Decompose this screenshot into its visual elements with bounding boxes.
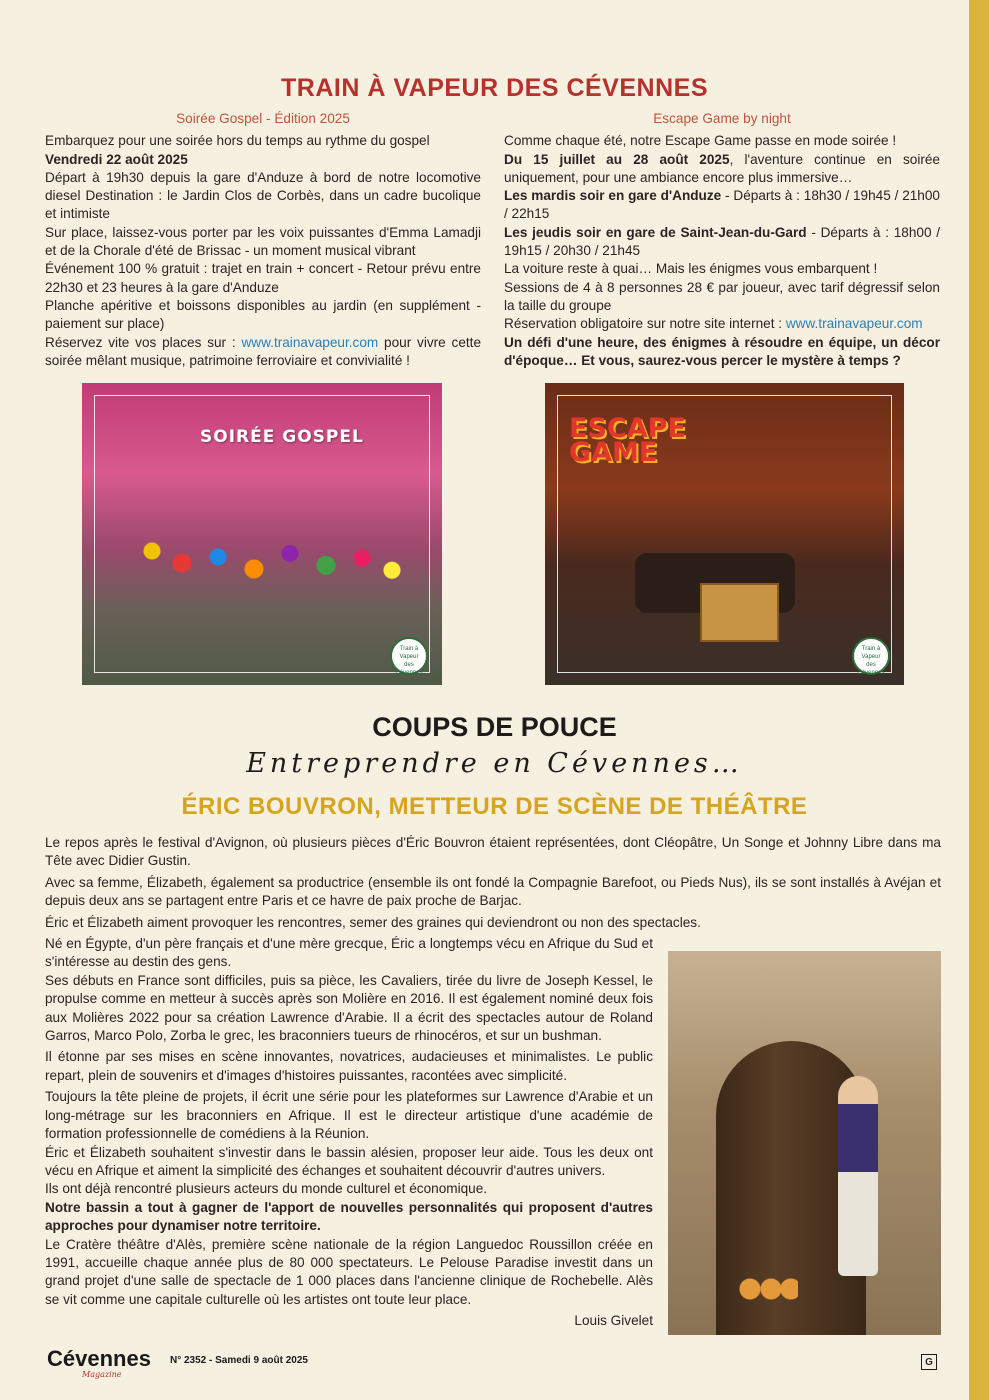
badge-line-2: des Cévennes [395, 662, 423, 676]
escape-sessions: Sessions de 4 à 8 personnes 28 € par joueur, avec tarif dégressif selon la taille du groupe [504, 279, 940, 313]
escape-thursdays-bold: Les jeudis soir en gare de Saint-Jean-du-Gard [504, 224, 807, 240]
gospel-date: Vendredi 22 août 2025 [45, 151, 188, 167]
article-paragraph-bold: Notre bassin a tout à gagner de l'apport de nouvelles personnalités qui proposent d'autres approches pour dynamiser notre territoire. [45, 1199, 653, 1234]
escape-logo-line-1: ESCAPE [569, 413, 686, 444]
escape-thursdays [504, 224, 940, 261]
magazine-logo-subtitle: Magazine [82, 1370, 122, 1379]
escape-thursdays-rest: - Départs à : 18h00 / 19h15 / 20h30 / 21h45 [504, 224, 941, 259]
gospel-booking-before: Réservez vite vos places sur : [45, 334, 242, 350]
gospel-performers: Sur place, laissez-vous porter par les voix puissantes d'Emma Lamadji et de la Chorale d'été de Brissac - un moment musical vibrant [45, 224, 481, 259]
article-paragraph: Né en Égypte, d'un père français et d'une mère grecque, Éric a longtemps vécu en Afrique du Sud et s'intéresse au destin des gens. [45, 936, 653, 970]
train-logo-badge [390, 637, 428, 675]
gospel-subtitle: Soirée Gospel - Édition 2025 [176, 111, 350, 126]
train-logo-badge [852, 637, 890, 675]
article-paragraph: Éric et Élizabeth souhaitent s'investir dans le bassin alésien, proposer leur aide. Tous les deux ont vécu en Afrique et aiment la simplicité des échanges et souhaitent découvrir d'autres univers. [45, 1144, 653, 1178]
badge-line-2: des Cévennes [857, 662, 885, 676]
article-paragraph: Il étonne par ses mises en scène innovantes, novatrices, audacieuses et minimalistes. Le public repart, plein de souvenirs et d'images d'histoires puissantes, racontées avec simplicité. [45, 1049, 653, 1083]
magazine-logo: Cévennes [47, 1346, 151, 1371]
gospel-departure: Départ à 19h30 depuis la gare d'Anduze à bord de notre locomotive diesel Destination : le Jardin Clos de Corbès, dans un cadre bucolique et intimiste [45, 169, 481, 222]
gospel-booking-after: pour vivre cette soirée mêlant musique, patrimoine ferroviaire et convivialité ! [45, 334, 482, 368]
escape-dates-bold: Du 15 juillet au 28 août 2025 [504, 151, 730, 167]
escape-game-logo [569, 413, 686, 468]
article-paragraph: Ses débuts en France sont difficiles, puis sa pièce, les Cavaliers, tirée du livre de Joseph Kessel, le propulse comme en metteur à succès après son Molière en 2016. Il est également nominé deux fois aux Molières 2022 pour sa création Lawrence d'Arabie. Il a écrit des spectacles autour de Roland Garros, Marco Polo, Zorba le grec, les braconniers tueurs de rhinocéros, et sur un bushman. [45, 972, 653, 1044]
article-headline: ÉRIC BOUVRON, METTEUR DE SCÈNE DE THÉÂTRE [181, 793, 808, 820]
escape-tuesdays [504, 187, 940, 224]
escape-car-stays: La voiture reste à quai… Mais les énigmes vous embarquent ! [504, 261, 878, 277]
escape-logo-line-2: GAME [569, 437, 658, 468]
gospel-booking-link[interactable]: www.trainavapeur.com [241, 334, 379, 350]
page-letter-box: G [921, 1354, 937, 1370]
page-title: TRAIN À VAPEUR DES CÉVENNES [281, 74, 708, 102]
gospel-refreshments: Planche apéritive et boissons disponibles au jardin (en supplément - paiement sur place) [45, 297, 481, 332]
article-paragraph: Ils ont déjà rencontré plusieurs acteurs du monde culturel et économique. [45, 1181, 488, 1197]
escape-photo [545, 383, 904, 685]
article-paragraph: Le repos après le festival d'Avignon, où plusieurs pièces d'Éric Bouvron étaient représentées, dont Cléopâtre, Un Songe et Johnny Libre dans ma Tête avec Didier Gustin. [45, 835, 941, 869]
escape-intro: Comme chaque été, notre Escape Game passe en mode soirée ! [504, 133, 897, 149]
eric-bouvron-photo [668, 951, 941, 1335]
escape-reservation [504, 315, 940, 333]
melons-illustration [738, 1271, 798, 1301]
article-paragraph: Éric et Élizabeth aiment provoquer les rencontres, semer des graines qui deviendront ou non des spectacles. [45, 914, 701, 930]
gospel-booking [45, 334, 481, 371]
person-illustration [838, 1076, 878, 1276]
escape-column [504, 110, 940, 370]
gospel-intro: Embarquez pour une soirée hors du temps au rythme du gospel [45, 133, 430, 149]
escape-reservation-link[interactable]: www.trainavapeur.com [785, 316, 923, 332]
gold-side-bar [969, 0, 989, 1400]
gospel-column [45, 110, 481, 370]
gospel-photo-label: SOIRÉE GOSPEL [200, 427, 364, 447]
article-paragraph: Avec sa femme, Élizabeth, également sa productrice (ensemble ils ont fondé la Compagnie Barefoot, ou Pieds Nus), ils se sont installés à Avéjan et depuis deux ans se partagent entre Paris et ce havre de paix proche de Barjac. [45, 874, 941, 909]
gospel-free-event: Événement 100 % gratuit : trajet en train + concert - Retour prévu entre 22h30 et 23 heures à la gare d'Anduze [45, 261, 481, 295]
section-script-subtitle: Entreprendre en Cévennes… [246, 748, 743, 779]
badge-line-1: Train à Vapeur [861, 646, 881, 660]
article-signature: Louis Givelet [574, 1313, 653, 1329]
escape-closing: Un défi d'une heure, des énigmes à résoudre en équipe, un décor d'époque… Et vous, saurez-vous percer le mystère à temps ? [504, 334, 940, 368]
article-paragraph: Toujours la tête pleine de projets, il écrit une série pour les plateformes sur Lawrence d'Arabie et un long-métrage sur les braconniers en Afrique. Il est le directeur artistique d'une académie de formation professionnelle de comédiens à la Réunion. [45, 1089, 653, 1142]
escape-tuesdays-bold: Les mardis soir en gare d'Anduze [504, 188, 722, 204]
escape-dates-rest: , l'aventure continue en soirée uniquement, pour une ambiance encore plus immersive… [504, 151, 940, 185]
escape-dates [504, 151, 940, 188]
escape-tuesdays-rest: - Départs à : 18h30 / 19h45 / 21h00 / 22h15 [504, 188, 940, 222]
escape-reservation-before: Réservation obligatoire sur notre site internet : [504, 316, 786, 332]
article-paragraph: Le Cratère théâtre d'Alès, première scène nationale de la région Languedoc Roussillon créée en 1991, accueille chaque année plus de 80 000 spectateurs. Le Pelouse Paradise investit dans un grand projet d'une salle de spectacle de 1 000 places dans l'ancienne clinique de Rochebelle. Alès se vit comme une capitale culturelle où les artistes ont toute leur place. [45, 1236, 653, 1307]
badge-line-1: Train à Vapeur [399, 646, 419, 660]
gospel-photo [82, 383, 442, 685]
section-title: COUPS DE POUCE [372, 712, 617, 742]
issue-info: N° 2352 - Samedi 9 août 2025 [170, 1355, 308, 1366]
escape-subtitle: Escape Game by night [653, 111, 791, 126]
